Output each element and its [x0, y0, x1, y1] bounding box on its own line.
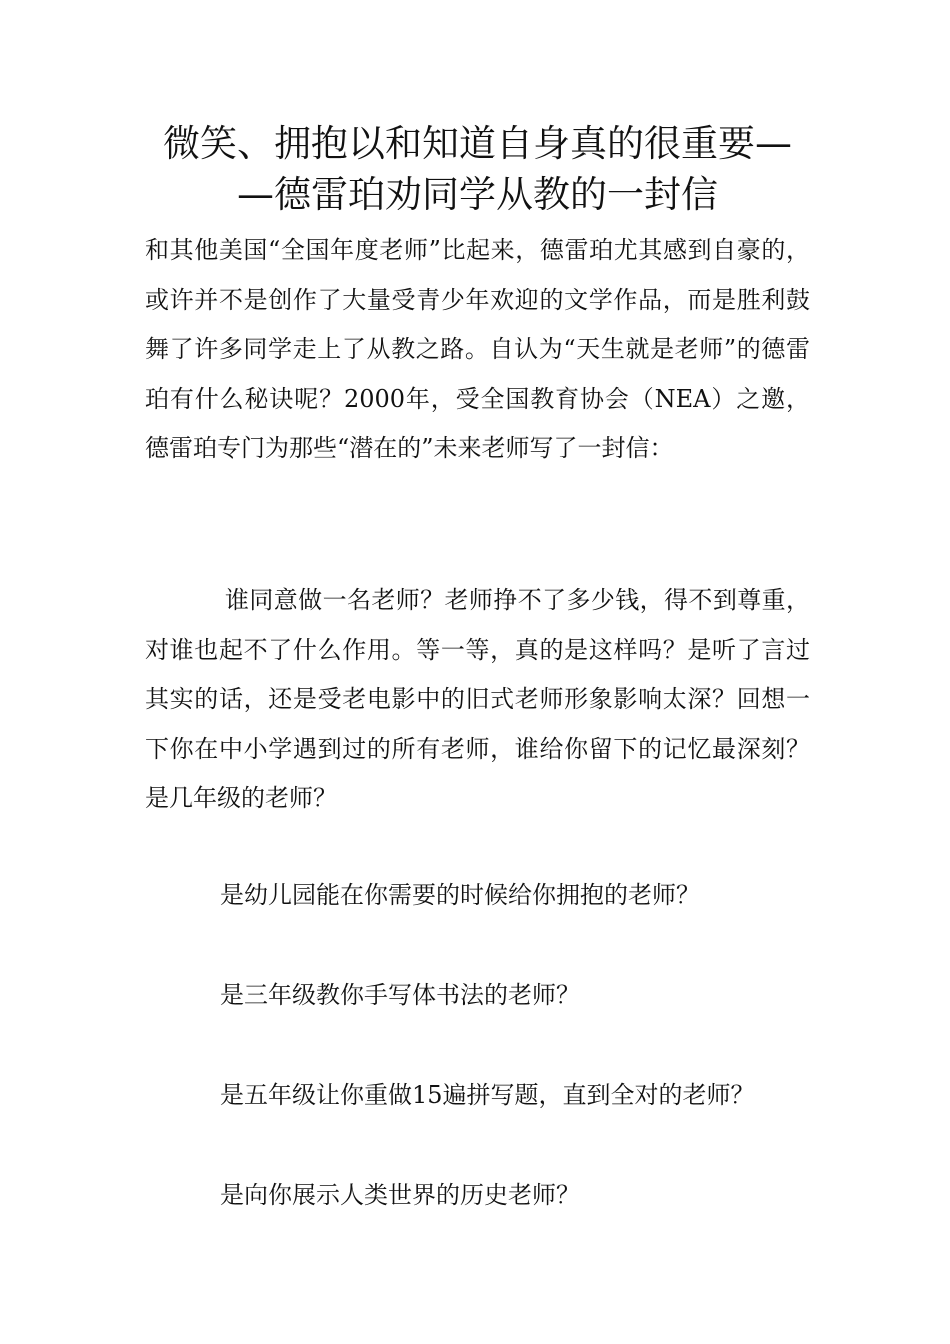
question-line: 是三年级教你手写体书法的老师？	[220, 981, 580, 1009]
document-title	[145, 118, 810, 220]
title-line-1: 微笑、拥抱以和知道自身真的很重要—	[163, 122, 792, 165]
question-line: 是五年级让你重做15遍拼写题，直到全对的老师？	[220, 1081, 755, 1109]
intro-paragraph: 和其他美国“全国年度老师”比起来，德雷珀尤其感到自豪的，或许并不是创作了大量受青少年欢迎的文学作品，而是胜利鼓舞了许多同学走上了从教之路。自认为“天生就是老师”的德雷珀有什么秘诀呢？2000年，受全国教育协会（NEA）之邀，德雷珀专门为那些“潜在的”未来老师写了一封信：	[145, 236, 810, 463]
question-line: 是幼儿园能在你需要的时候给你拥抱的老师？	[220, 881, 700, 909]
title-line-2: —德雷珀劝同学从教的一封信	[237, 173, 718, 216]
question-line: 是向你展示人类世界的历史老师？	[220, 1181, 580, 1209]
letter-paragraph: 谁同意做一名老师？老师挣不了多少钱，得不到尊重，对谁也起不了什么作用。等一等，真的是这样吗？是听了言过其实的话，还是受老电影中的旧式老师形象影响太深？回想一下你在中小学遇到过的所有老师，谁给你留下的记忆最深刻？是几年级的老师？	[145, 586, 810, 813]
